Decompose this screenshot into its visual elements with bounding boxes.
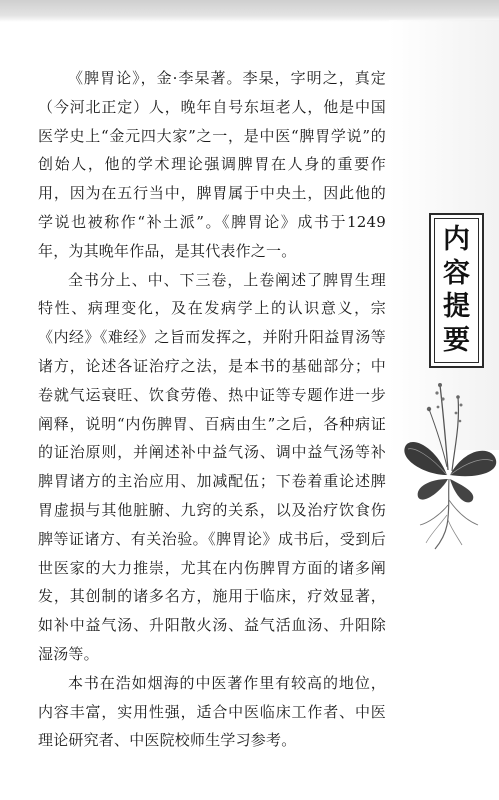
section-title-box — [429, 213, 484, 368]
title-char-1: 内 — [443, 223, 470, 255]
summary-text — [38, 64, 386, 755]
herb-plant-icon — [400, 375, 499, 550]
paragraph-value: 本书在浩如烟海的中医著作里有较高的地位，内容丰富，实用性强，适合中医临床工作者、中医理论研究者、中医院校师生学习参考。 — [38, 673, 386, 750]
section-title-inner — [434, 218, 479, 363]
title-char-2: 容 — [443, 257, 470, 289]
title-char-4: 要 — [443, 325, 470, 357]
top-edge-shadow — [0, 0, 499, 22]
paragraph-contents: 全书分上、中、下三卷，上卷阐述了脾胃生理特性、病理变化，及在发病学上的认识意义，宗《内经》《难经》之旨而发挥之，并附升阳益胃汤等诸方，论述各证治疗之法，是本书的基础部分；中卷就气运衰旺、饮食劳倦、热中证等专题作进一步阐释，说明“内伤脾胃、百病由生”之后，各种病证的证治原则，并阐述补中益气汤、调中益气汤等补脾胃诸方的主治应用、加减配伍；下卷着重论述脾胃虚损与其他脏腑、九窍的关系，以及治疗饮食伤脾等证诸方、有关治验。《脾胃论》成书后，受到后世医家的大力推崇，尤其在内伤脾胃方面的诸多阐发，其创制的诸多名方，施用于临床，疗效显著，如补中益气汤、升阳散火汤、益气活血汤、升阳除湿汤等。 — [38, 270, 386, 663]
paragraph-intro: 《脾胃论》，金·李杲著。李杲，字明之，真定（今河北正定）人，晚年自号东垣老人，他是中国医学史上“金元四大家”之一，是中医“脾胃学说”的创始人，他的学术理论强调脾胃在人身的重要作用，因为在五行当中，脾胃属于中央土，因此他的学说也被称作“补土派”。《脾胃论》成书于1249年，为其晚年作品，是其代表作之一。 — [38, 69, 386, 260]
title-char-3: 提 — [443, 291, 470, 323]
